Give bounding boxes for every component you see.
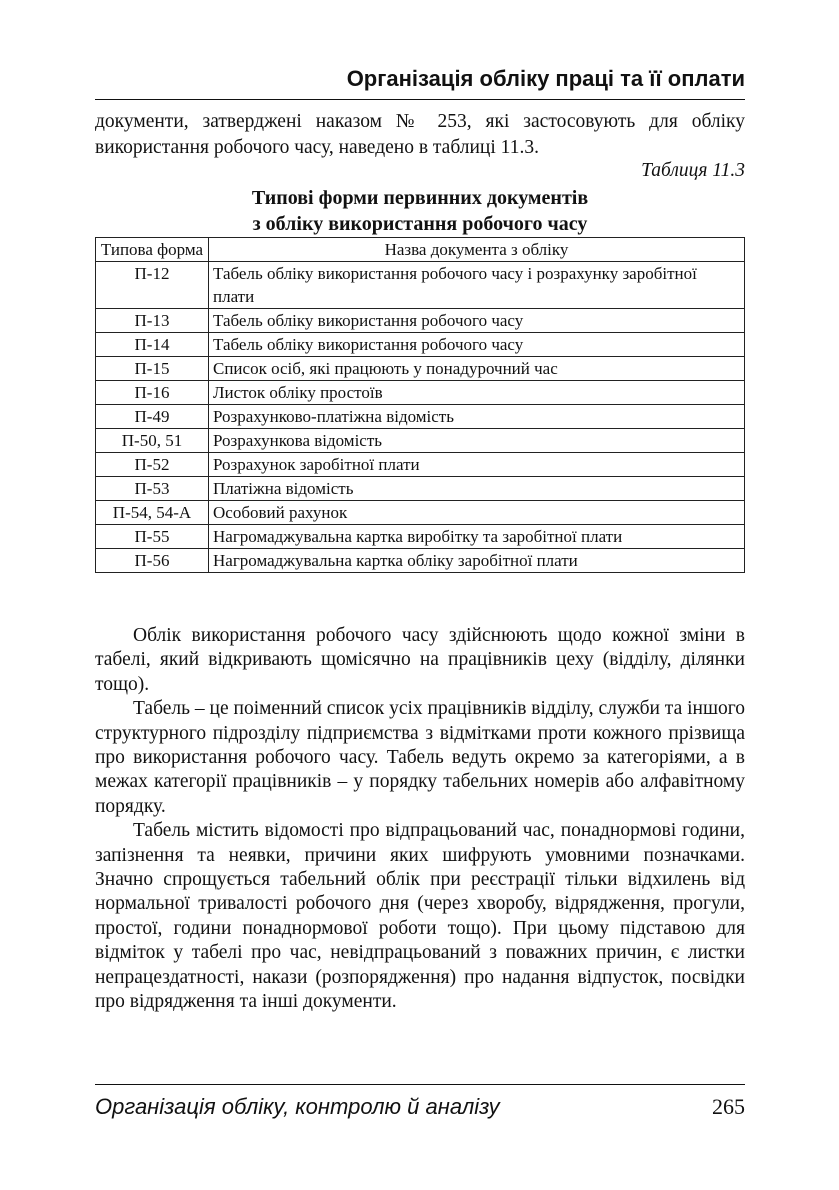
form-code: П-50, 51	[96, 429, 209, 453]
document-name: Список осіб, які працюють у понадурочний час	[209, 357, 745, 381]
document-name: Нагромаджувальна картка обліку заробітної плати	[209, 549, 745, 573]
table-row	[96, 477, 745, 501]
table-row	[96, 525, 745, 549]
table-header-row	[96, 238, 745, 262]
table-row	[96, 405, 745, 429]
document-name: Листок обліку простоїв	[209, 381, 745, 405]
intro-paragraph: документи, затверджені наказом № 253, які застосовують для обліку використання робочого часу, наведено в таблиці 11.3.	[95, 111, 745, 158]
paragraph: Табель – це поіменний список усіх працівників відділу, служби та іншого структурного підрозділу підприємства з відмітками проти кожного прізвища про використання робочого часу. Табель ведуть окремо за категоріями, а в межах категорії працівників – у порядку табельних номерів або алфавітному порядку.	[95, 698, 745, 817]
table-row	[96, 309, 745, 333]
paragraph: Табель містить відомості про відпрацьований час, понаднормові години, запізнення та неявки, причини яких шифрують умовними позначками. Значно спрощується табельний облік при реєстрації тільки відхилень від нормальної тривалості робочого дня (через хворобу, відрядження, прогули, простої, години понаднормової роботи тощо). При цьому підставою для відміток у табелі про час, невідпрацьований з поважних причин, є листки непрацездатності, накази (розпорядження) про надання відпусток, посвідки про відрядження та інші документи.	[95, 820, 745, 1013]
table-row	[96, 453, 745, 477]
body-text	[95, 624, 745, 1015]
form-code: П-49	[96, 405, 209, 429]
header-rule	[95, 99, 745, 100]
table-title-line-2: з обліку використання робочого часу	[252, 213, 588, 235]
table-label: Таблиця 11.3	[641, 160, 745, 181]
document-name: Табель обліку використання робочого часу	[209, 309, 745, 333]
page-number: 265	[712, 1094, 745, 1119]
document-name: Особовий рахунок	[209, 501, 745, 525]
table-row	[96, 429, 745, 453]
form-code: П-13	[96, 309, 209, 333]
document-name: Нагромаджувальна картка виробітку та заробітної плати	[209, 525, 745, 549]
form-code: П-55	[96, 525, 209, 549]
document-name: Розрахункова відомість	[209, 429, 745, 453]
document-name: Розрахунково-платіжна відомість	[209, 405, 745, 429]
form-code: П-52	[96, 453, 209, 477]
paragraph: Облік використання робочого часу здійснюють щодо кожної зміни в табелі, який відкривають щомісячно на працівників цеху (відділу, ділянки тощо).	[95, 625, 745, 695]
footer-rule	[95, 1084, 745, 1085]
form-code: П-53	[96, 477, 209, 501]
document-name: Табель обліку використання робочого часу	[209, 333, 745, 357]
form-code: П-14	[96, 333, 209, 357]
form-code: П-56	[96, 549, 209, 573]
document-page	[95, 0, 745, 1190]
table-row	[96, 501, 745, 525]
form-code: П-15	[96, 357, 209, 381]
table-row	[96, 262, 745, 309]
document-name: Розрахунок заробітної плати	[209, 453, 745, 477]
form-code: П-16	[96, 381, 209, 405]
table-title-line-1: Типові форми первинних документів	[251, 187, 589, 209]
form-code: П-54, 54-А	[96, 501, 209, 525]
table-title	[95, 185, 745, 237]
document-name: Табель обліку використання робочого часу і розрахунку заробітної плати	[209, 262, 745, 309]
column-header-name: Назва документа з обліку	[209, 238, 745, 262]
forms-table	[95, 237, 745, 573]
table-row	[96, 333, 745, 357]
table-row	[96, 381, 745, 405]
footer-title: Організація обліку, контролю й аналізу	[95, 1094, 500, 1119]
table-row	[96, 357, 745, 381]
table-row	[96, 549, 745, 573]
running-header-title: Організація обліку праці та її оплати	[346, 66, 745, 91]
column-header-form: Типова форма	[96, 238, 209, 262]
form-code: П-12	[96, 262, 209, 309]
document-name: Платіжна відомість	[209, 477, 745, 501]
